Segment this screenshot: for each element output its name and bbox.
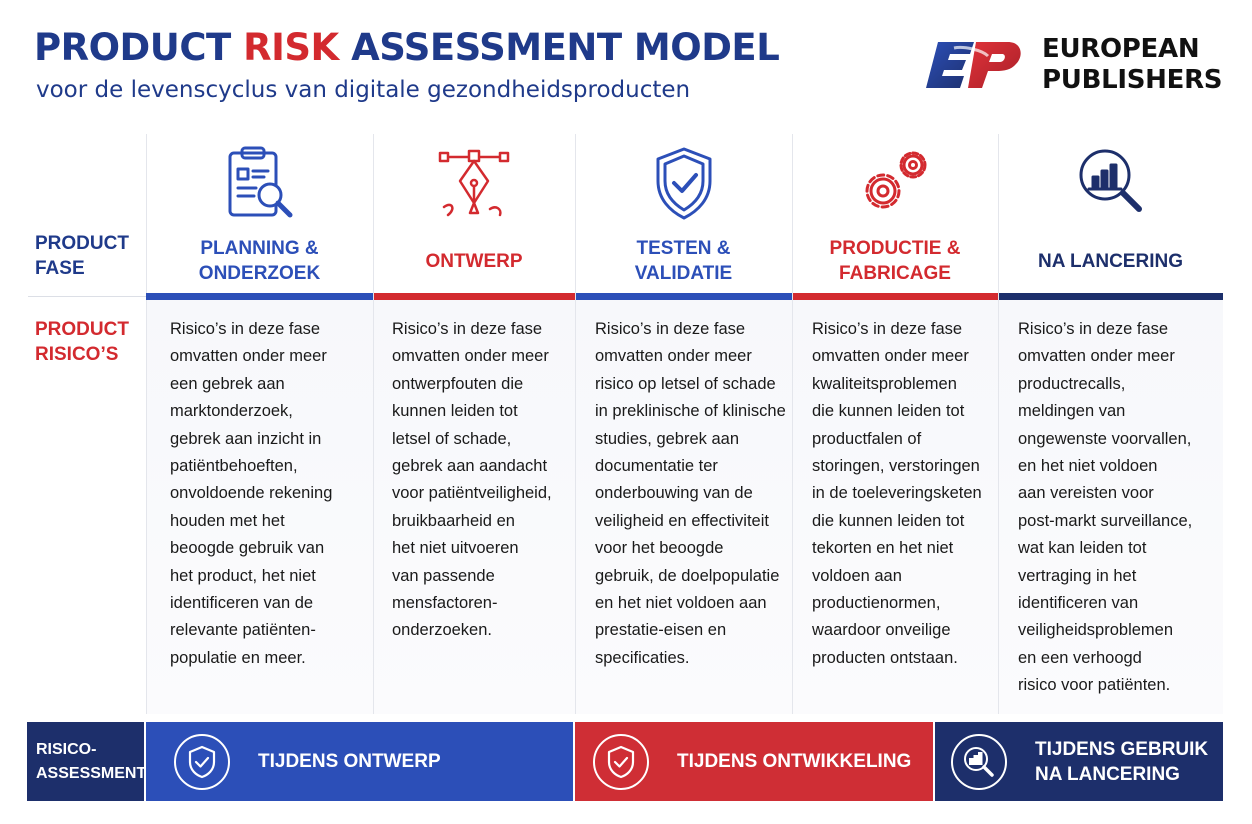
column-heading-na-lancering: NA LANCERING (1038, 250, 1183, 272)
assessment-during-development (575, 722, 933, 801)
column-heading-planning: PLANNING & ONDERZOEK (198, 238, 321, 284)
ep-logo-mark-icon (924, 36, 1024, 94)
column-text-na-lancering: Risico’s in deze fase omvatten onder meer productrecalls, meldingen van ongewenste voorvallen, en het niet voldoen aan vereisten voor post-markt surveillance, wat kan leiden tot vertraging in het identificeren van veiligheidsproblemen en een verhoogd risico voor patiënten. (1018, 320, 1193, 695)
assessment-post-launch (935, 722, 1223, 801)
column-heading-ontwerp: ONTWERP (425, 250, 523, 272)
column-text-planning: Risico’s in deze fase omvatten onder meer een gebrek aan marktonderzoek, gebrek aan inzicht in patiëntbehoeften, onvoldoende rekening houden met het beoogde gebruik van het product, het niet identificeren van de relevante patiënten- populatie en meer. (170, 320, 333, 667)
gears-icon (792, 143, 998, 223)
column-text-ontwerp: Risico’s in deze fase omvatten onder meer ontwerpfouten die kunnen leiden tot letsel of schade, gebrek aan aandacht voor patiëntveiligheid, bruikbaarheid en het niet uitvoeren van passende mensfactoren- onderzoeken. (392, 320, 552, 640)
clipboard-search-icon (146, 143, 373, 223)
row-label-product-phase: PRODUCT FASE (35, 233, 129, 279)
logo-wordmark: EUROPEAN PUBLISHERS (1042, 34, 1223, 95)
segment-label: TIJDENS ONTWIKKELING (677, 750, 912, 772)
assessment-during-design (146, 722, 573, 801)
title-risk-word: RISK (243, 26, 339, 69)
row-label-divider (28, 296, 146, 297)
chart-magnifier-icon (951, 734, 1007, 790)
column-accent-bar (374, 293, 575, 300)
european-publishers-logo (924, 34, 1223, 98)
segment-label: TIJDENS GEBRUIK NA LANCERING (1035, 738, 1209, 785)
pen-tool-icon (373, 143, 575, 223)
segment-label: TIJDENS ONTWERP (258, 750, 441, 772)
row-label-product-risks: PRODUCT RISICO’S (35, 319, 129, 365)
page-subtitle: voor de levenscyclus van digitale gezondheidsproducten (36, 77, 691, 103)
column-text-testen: Risico’s in deze fase omvatten onder meer risico op letsel of schade in preklinische of klinische studies, gebrek aan documentatie ter onderbouwing van de veiligheid en effectiviteit voor het beoogde gebruik, de doelpopulatie en het niet voldoen aan prestatie-eisen en specificaties. (595, 320, 786, 667)
column-accent-bar (576, 293, 792, 300)
shield-check-icon (593, 734, 649, 790)
page-title: PRODUCT RISK ASSESSMENT MODEL (34, 26, 780, 69)
column-heading-productie: PRODUCTIE & FABRICAGE (829, 238, 961, 284)
column-accent-bar (999, 293, 1223, 300)
risk-assessment-label: RISICO- ASSESSMENT (27, 722, 144, 801)
column-text-productie: Risico’s in deze fase omvatten onder meer kwaliteitsproblemen die kunnen leiden tot productfalen of storingen, verstoringen in de toeleveringsketen die kunnen leiden tot tekorten en het niet voldoen aan productienormen, waardoor onveilige producten ontstaan. (812, 320, 982, 667)
column-accent-bar (793, 293, 998, 300)
shield-check-icon (575, 143, 792, 223)
column-heading-testen: TESTEN & VALIDATIE (634, 238, 733, 284)
column-accent-bar (146, 293, 373, 300)
chart-magnifier-icon (998, 143, 1223, 223)
shield-check-icon (174, 734, 230, 790)
